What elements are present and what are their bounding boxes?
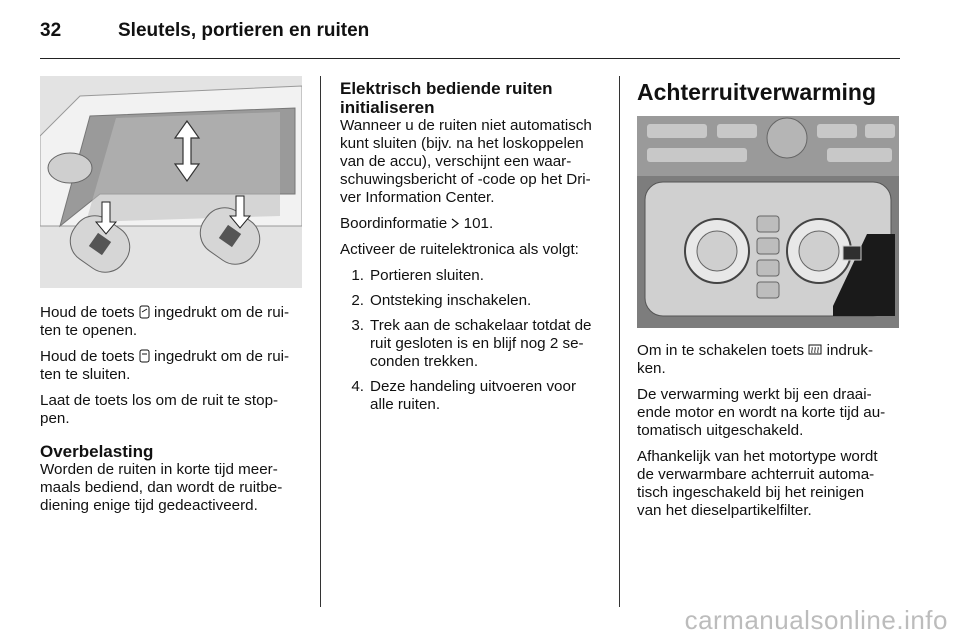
page-title: Sleutels, portieren en ruiten	[118, 20, 370, 41]
column-divider-2	[619, 76, 620, 607]
heating-paragraph: De verwarming werkt bij een draai- ende motor en wordt na korte tijd au- tomatisch uitgeschakeld.	[637, 386, 886, 439]
column-3	[637, 78, 903, 528]
window-close-icon	[139, 349, 150, 363]
steps-list	[340, 267, 606, 414]
rear-heating-heading: Achterruitverwarming	[637, 79, 877, 105]
engine-type-paragraph: Afhankelijk van het motortype wordt de verwarmbare achterruit automa- tisch ingeschakeld bij het reinigen van het dieselpartikelfilter.	[637, 448, 878, 519]
paragraph-open: Houd de toets ingedrukt om de rui- ten te openen.	[40, 304, 290, 339]
list-item: 2. Ontsteking inschakelen.	[351, 292, 532, 309]
paragraph-stop: Laat de toets los om de ruit te stop- pen.	[40, 392, 279, 427]
reference-line: Boordinformatie 101.	[340, 215, 494, 232]
car-door-window-illustration	[40, 76, 302, 288]
list-item: 3. Trek aan de schakelaar totdat de ruit gesloten is en blijf nog 2 se- conden trekken.	[351, 317, 592, 370]
initialise-intro: Wanneer u de ruiten niet automatisch kunt sluiten (bijv. na het loskoppelen van de accu), verschijnt een waar- schuwingsbericht of -code op het Dri- ver Information Center.	[340, 117, 592, 206]
list-item: 1. Portieren sluiten.	[351, 267, 484, 284]
activate-line: Activeer de ruitelektronica als volgt:	[340, 241, 579, 258]
initialise-heading: Elektrisch bediende ruiten initialiseren	[340, 79, 553, 117]
overload-heading: Overbelasting	[40, 442, 154, 461]
column-1	[40, 76, 304, 523]
page-number: 32	[40, 20, 62, 41]
header-rule	[40, 58, 900, 59]
column-2	[340, 79, 606, 421]
rear-window-heating-icon	[808, 343, 822, 357]
overload-text: Worden de ruiten in korte tijd meer- maals bediend, dan wordt de ruitbe- diening enige tijd gedeactiveerd.	[40, 461, 283, 514]
watermark: carmanualsonline.info	[684, 605, 948, 635]
window-switch-illustration	[40, 76, 302, 288]
climate-panel-illustration	[637, 116, 899, 328]
switch-on-paragraph: Om in te schakelen toets indruk- ken.	[637, 342, 874, 377]
column-divider-1	[320, 76, 321, 607]
window-open-icon	[139, 305, 150, 319]
paragraph-close: Houd de toets ingedrukt om de rui- ten te sluiten.	[40, 348, 290, 383]
climate-control-panel-illustration	[637, 116, 899, 328]
list-item: 4. Deze handeling uitvoeren voor alle ruiten.	[351, 378, 577, 413]
